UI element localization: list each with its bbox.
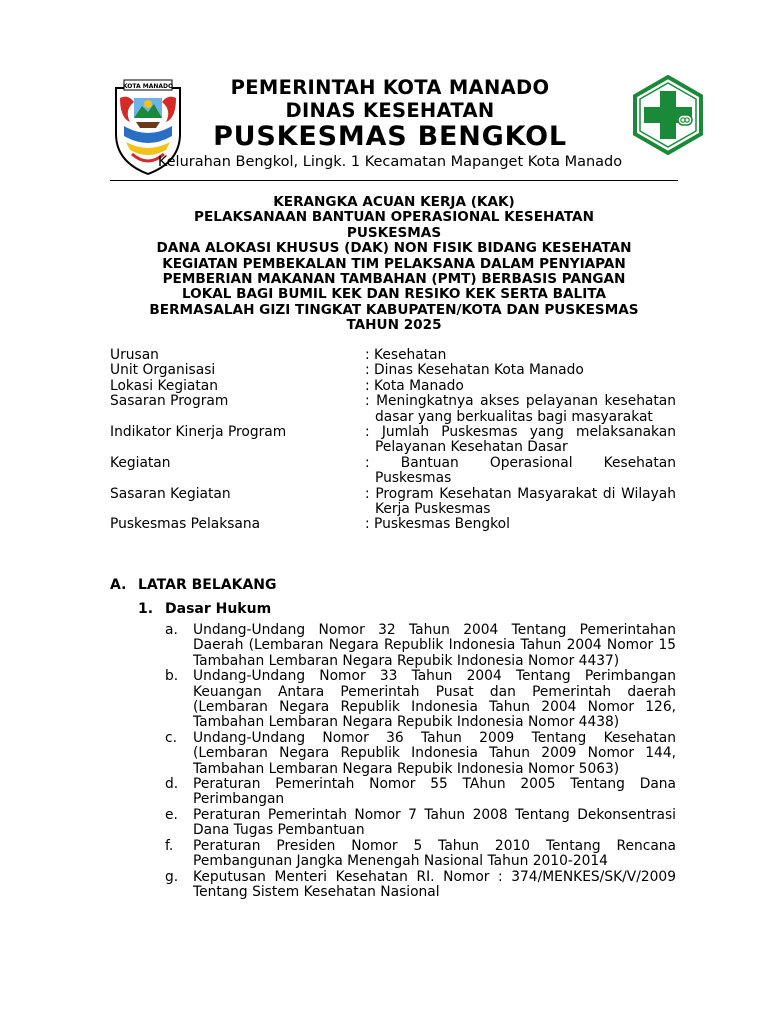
- info-table: [110, 348, 680, 533]
- list-item-letter: a.: [165, 622, 178, 638]
- info-label: Sasaran Kegiatan: [110, 485, 231, 502]
- document-title: [100, 195, 688, 334]
- title-line: KEGIATAN PEMBEKALAN TIM PELAKSANA DALAM PENYIAPAN: [162, 255, 626, 272]
- list-item: [165, 623, 676, 669]
- subsection-number: 1.: [138, 601, 154, 617]
- letterhead-divider: [110, 180, 678, 181]
- list-item-text: Peraturan Pemerintah Nomor 55 TAhun 2005 Tentang Dana Perimbangan: [193, 776, 676, 808]
- letterhead-department: DINAS KESEHATAN: [285, 99, 495, 122]
- section-number: A.: [110, 577, 127, 593]
- letterhead-government: PEMERINTAH KOTA MANADO: [230, 76, 550, 99]
- subsection-title: Dasar Hukum: [165, 601, 272, 617]
- list-item-letter: c.: [165, 729, 177, 746]
- list-item: [165, 777, 676, 808]
- list-item: [165, 731, 676, 777]
- info-value: : Dinas Kesehatan Kota Manado: [365, 362, 584, 379]
- info-value: : Puskesmas Bengkol: [365, 516, 510, 533]
- info-label: Puskesmas Pelaksana: [110, 516, 261, 533]
- list-item-letter: d.: [165, 776, 179, 793]
- list-item-text: Undang-Undang Nomor 36 Tahun 2009 Tentang Kesehatan (Lembaran Negara Republik Indonesia Tahun 2009 Nomor 144, Tambahan Lembaran Negara Repubik Indonesia Nomor 5063): [193, 729, 676, 777]
- title-line: PEMBERIAN MAKANAN TAMBAHAN (PMT) BERBASIS PANGAN: [162, 271, 626, 288]
- list-item: [165, 669, 676, 731]
- info-row: [110, 517, 680, 532]
- list-item: [165, 808, 676, 839]
- title-line: BERMASALAH GIZI TINGKAT KABUPATEN/KOTA DAN PUSKESMAS: [149, 301, 639, 318]
- info-label: Lokasi Kegiatan: [110, 377, 218, 394]
- info-row: [110, 348, 680, 363]
- info-row: [110, 487, 680, 518]
- list-item-letter: g.: [165, 868, 179, 885]
- info-value: : Kota Manado: [365, 377, 464, 394]
- section-a-heading: [110, 577, 277, 593]
- list-item-letter: f.: [165, 837, 174, 854]
- info-row: [110, 425, 680, 456]
- info-label: Kegiatan: [110, 454, 171, 471]
- info-label: Urusan: [110, 347, 159, 363]
- list-item: [165, 839, 676, 870]
- title-line: DANA ALOKASI KHUSUS (DAK) NON FISIK BIDANG KESEHATAN: [156, 240, 632, 257]
- svg-text:KOTA MANADO: KOTA MANADO: [122, 83, 174, 90]
- legal-basis-list: [165, 623, 676, 900]
- title-line: TAHUN 2025: [346, 317, 442, 334]
- info-label: Indikator Kinerja Program: [110, 424, 287, 441]
- info-value: : Bantuan Operasional Kesehatan Puskesmas: [365, 454, 676, 487]
- info-value: : Kesehatan: [365, 347, 447, 363]
- info-row: [110, 394, 680, 425]
- section-title: LATAR BELAKANG: [138, 577, 277, 593]
- info-value: : Program Kesehatan Masyarakat di Wilayah Kerja Puskesmas: [365, 485, 676, 518]
- info-row: [110, 456, 680, 487]
- info-value: : Meningkatnya akses pelayanan kesehatan dasar yang berkualitas bagi masyarakat: [365, 393, 676, 425]
- list-item-text: Undang-Undang Nomor 33 Tahun 2004 Tentang Perimbangan Keuangan Antara Pemerintah Pusat dan Pemerintah daerah (Lembaran Negara Republik Indonesia Tahun 2004 Nomor 126, Tambahan Lembaran Negara Repubik Indonesia Nomor 4438): [193, 668, 676, 731]
- title-line: KERANGKA ACUAN KERJA (KAK): [273, 194, 515, 210]
- list-item: [165, 870, 676, 901]
- title-line: LOKAL BAGI BUMIL KEK DAN RESIKO KEK SERTA BALITA: [181, 286, 607, 303]
- list-item-text: Keputusan Menteri Kesehatan RI. Nomor : 374/MENKES/SK/V/2009 Tentang Sistem Kesehatan Nasional: [193, 868, 676, 900]
- info-label: Sasaran Program: [110, 393, 229, 410]
- info-label: Unit Organisasi: [110, 362, 216, 379]
- title-line: PELAKSANAAN BANTUAN OPERASIONAL KESEHATAN: [194, 209, 594, 226]
- list-item-text: Peraturan Presiden Nomor 5 Tahun 2010 Tentang Rencana Pembangunan Jangka Menengah Nasional Tahun 2010-2014: [193, 837, 676, 870]
- info-row: [110, 363, 680, 378]
- info-value: : Jumlah Puskesmas yang melaksanakan Pelayanan Kesehatan Dasar: [365, 424, 676, 456]
- info-row: [110, 379, 680, 394]
- list-item-text: Peraturan Pemerintah Nomor 7 Tahun 2008 Tentang Dekonsentrasi Dana Tugas Pembantuan: [193, 806, 676, 839]
- list-item-letter: b.: [165, 668, 179, 685]
- letterhead-puskesmas: PUSKESMAS BENGKOL: [213, 121, 567, 152]
- subsection-1-heading: [138, 601, 271, 617]
- list-item-letter: e.: [165, 806, 178, 823]
- list-item-text: Undang-Undang Nomor 32 Tahun 2004 Tentang Pemerintahan Daerah (Lembaran Negara Republik Indonesia Tahun 2004 Nomor 15 Tambahan Lembaran Negara Repubik Indonesia Nomor 4437): [193, 622, 676, 669]
- letterhead-address: Kelurahan Bengkol, Lingk. 1 Kecamatan Mapanget Kota Manado: [157, 154, 623, 170]
- title-line: PUSKESMAS: [346, 224, 442, 241]
